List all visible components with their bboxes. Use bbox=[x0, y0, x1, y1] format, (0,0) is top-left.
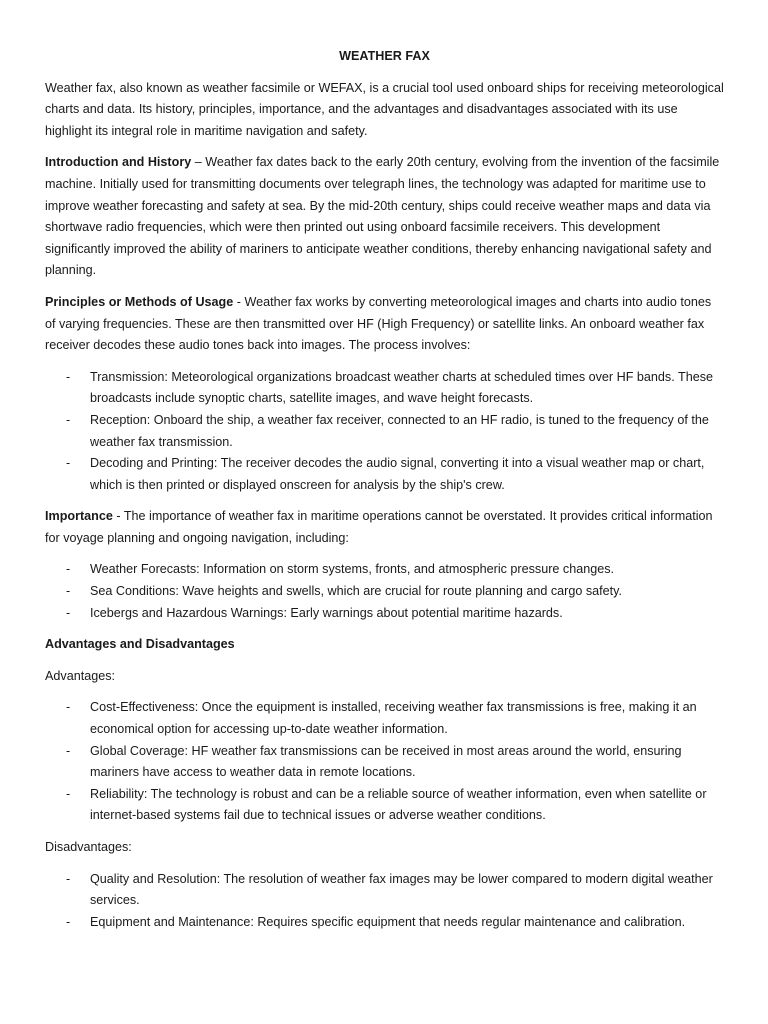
list-item: - Sea Conditions: Wave heights and swells, which are crucial for route planning and cargo safety. bbox=[45, 581, 724, 603]
list-item: - Decoding and Printing: The receiver decodes the audio signal, converting it into a visual weather map or chart, which is then printed or displayed onscreen for analysis by the ship's crew. bbox=[45, 453, 724, 496]
importance-list bbox=[45, 559, 724, 624]
importance-paragraph bbox=[45, 506, 724, 549]
importance-text: - The importance of weather fax in maritime operations cannot be overstated. It provides critical information for voyage planning and ongoing navigation, including: bbox=[45, 509, 713, 545]
intro-paragraph: Weather fax, also known as weather facsimile or WEFAX, is a crucial tool used onboard ships for receiving meteorological charts and data. Its history, principles, importance, and the advantages and disadvantages associated with its use highlight its integral role in maritime navigation and safety. bbox=[45, 80, 724, 138]
principles-text: - Weather fax works by converting meteorological images and charts into audio tones of varying frequencies. These are then transmitted over HF (High Frequency) or satellite links. An onboard weather fax receiver decodes these audio tones back into images. The process involves: bbox=[45, 294, 712, 353]
list-item: - Global Coverage: HF weather fax transmissions can be received in most areas around the world, ensuring mariners have access to weather data in remote locations. bbox=[45, 741, 724, 784]
history-text: – Weather fax dates back to the early 20th century, evolving from the invention of the facsimile machine. Initially used for transmitting documents over telegraph lines, the technology was adapted for maritime use to improve weather forecasting and safety at sea. By the mid-20th century, ships could receive weather maps and data via shortwave radio frequencies, which were then printed out using onboard facsimile receivers. This development significantly improved the ability of mariners to anticipate weather conditions, thereby enhancing navigational safety and planning. bbox=[45, 155, 720, 278]
list-item: - Icebergs and Hazardous Warnings: Early warnings about potential maritime hazards. bbox=[45, 603, 724, 625]
list-item: - Cost-Effectiveness: Once the equipment is installed, receiving weather fax transmissions is free, making it an economical option for accessing up-to-date weather information. bbox=[45, 697, 724, 740]
principles-list bbox=[45, 367, 724, 497]
principles-paragraph bbox=[45, 292, 724, 357]
list-item: - Reliability: The technology is robust and can be a reliable source of weather information, even when satellite or internet-based systems fail due to technical issues or adverse weather conditions. bbox=[45, 784, 724, 827]
disadvantages-list bbox=[45, 869, 724, 934]
history-heading: Introduction and History bbox=[45, 155, 192, 170]
list-item: - Reception: Onboard the ship, a weather fax receiver, connected to an HF radio, is tuned to the frequency of the weather fax transmission. bbox=[45, 410, 724, 453]
advdis-heading: Advantages and Disadvantages bbox=[45, 637, 235, 652]
document-title: WEATHER FAX bbox=[339, 49, 430, 63]
list-item: - Transmission: Meteorological organizations broadcast weather charts at scheduled times over HF bands. These broadcasts include synoptic charts, satellite images, and wave height forecasts. bbox=[45, 367, 724, 410]
list-item: - Equipment and Maintenance: Requires specific equipment that needs regular maintenance and calibration. bbox=[45, 912, 724, 934]
importance-heading: Importance bbox=[45, 509, 113, 524]
advantages-label: Advantages: bbox=[45, 668, 116, 683]
list-item: - Weather Forecasts: Information on storm systems, fronts, and atmospheric pressure changes. bbox=[45, 559, 724, 581]
principles-heading: Principles or Methods of Usage bbox=[45, 294, 234, 309]
history-paragraph bbox=[45, 152, 724, 282]
advantages-list bbox=[45, 697, 724, 827]
list-item: - Quality and Resolution: The resolution of weather fax images may be lower compared to modern digital weather services. bbox=[45, 869, 724, 912]
disadvantages-label: Disadvantages: bbox=[45, 840, 132, 854]
